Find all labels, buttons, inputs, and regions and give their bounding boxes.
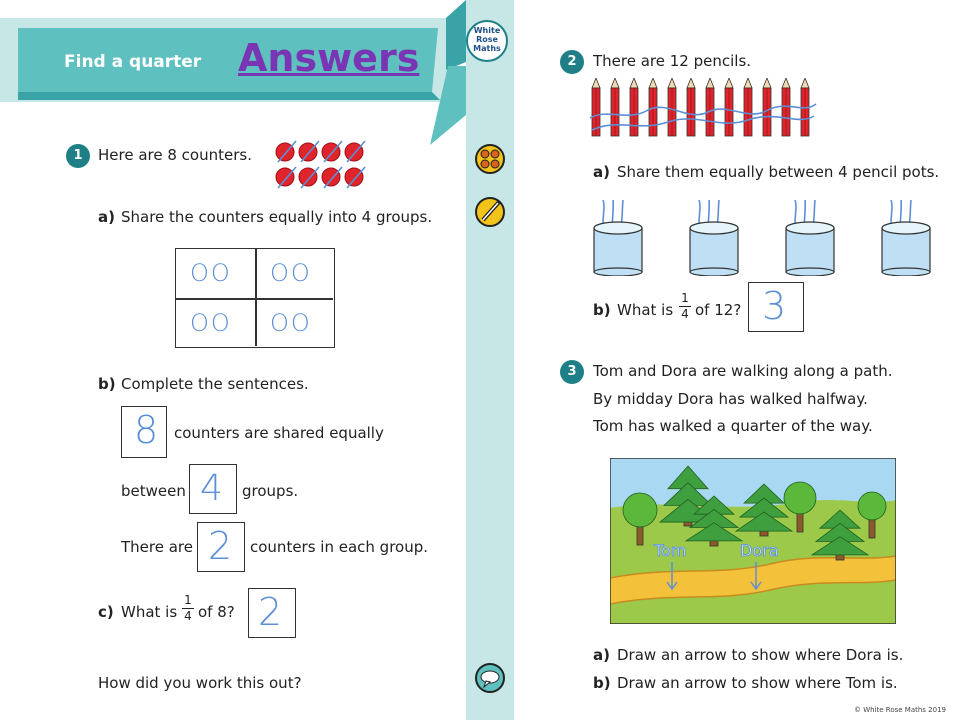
q2a-label: a) (593, 163, 610, 181)
q3-line1: Tom and Dora are walking along a path. (593, 362, 893, 380)
white-rose-logo: White Rose Maths (466, 20, 508, 62)
q3a-label: a) (593, 646, 610, 664)
grid-cell-3: OO (190, 309, 232, 337)
pencil (763, 78, 771, 136)
q2b-label: b) (593, 301, 611, 319)
grid-cell-4: OO (270, 309, 312, 337)
q1b-text: Complete the sentences. (121, 375, 309, 393)
q1-reason: How did you work this out? (98, 674, 302, 692)
pencil-pot (882, 200, 930, 276)
pencil (668, 78, 676, 136)
dora-label: Dora (740, 541, 779, 560)
q2b-fraction: 1 4 (679, 292, 691, 321)
q1c-answer: 2 (258, 590, 283, 634)
pencil (725, 78, 733, 136)
q1a-text: Share the counters equally into 4 groups. (121, 208, 433, 226)
q2-intro: There are 12 pencils. (593, 52, 752, 70)
q2b-post: of 12? (695, 301, 742, 319)
s2-answer: 4 (200, 468, 223, 509)
tom-label: Tom (654, 541, 687, 560)
q3b-label: b) (593, 674, 611, 692)
q2a-text: Share them equally between 4 pencil pots. (617, 163, 940, 181)
pencils-row (588, 78, 820, 140)
grid-cell-2: OO (270, 259, 312, 287)
pencil-pots (590, 198, 940, 276)
grid-cell-1: OO (190, 259, 232, 287)
q3-line2: By midday Dora has walked halfway. (593, 390, 868, 408)
pencil (630, 78, 638, 136)
s1-answer: 8 (134, 408, 159, 452)
counters-icon (474, 143, 506, 175)
groups-grid (175, 248, 335, 348)
s2-post: groups. (242, 482, 299, 500)
speech-bubble-icon (474, 662, 506, 694)
s3-pre: There are (121, 538, 193, 556)
q3-line3: Tom has walked a quarter of the way. (593, 417, 873, 435)
s1-text: counters are shared equally (174, 424, 384, 442)
q1-intro: Here are 8 counters. (98, 146, 252, 164)
pencil (706, 78, 714, 136)
q1c-fraction: 1 4 (182, 594, 194, 623)
pencil (687, 78, 695, 136)
pencil-pot (594, 200, 642, 276)
q1a-label: a) (98, 208, 115, 226)
question-3-number: 3 (560, 360, 584, 384)
pencil (744, 78, 752, 136)
s2-pre: between (121, 482, 186, 500)
path-scene (610, 458, 896, 624)
q1c-post: of 8? (198, 603, 235, 621)
pencil-pot (690, 200, 738, 276)
q1c-pre: What is (121, 603, 178, 621)
page-title: Find a quarter (64, 52, 202, 72)
q1c-label: c) (98, 603, 114, 621)
q2b-pre: What is (617, 301, 674, 319)
answers-label: Answers (238, 36, 420, 80)
s3-answer: 2 (208, 524, 233, 568)
q1b-label: b) (98, 375, 116, 393)
margin-strip (466, 0, 514, 720)
pencil-icon (474, 196, 506, 228)
s3-post: counters in each group. (250, 538, 429, 556)
pencil-pot (786, 200, 834, 276)
q2b-answer: 3 (762, 284, 787, 328)
question-2-number: 2 (560, 50, 584, 74)
pencil (611, 78, 619, 136)
copyright: © White Rose Maths 2019 (853, 706, 946, 714)
question-1-number: 1 (66, 144, 90, 168)
q3a-text: Draw an arrow to show where Dora is. (617, 646, 904, 664)
q3b-text: Draw an arrow to show where Tom is. (617, 674, 898, 692)
counters-group (272, 138, 372, 196)
